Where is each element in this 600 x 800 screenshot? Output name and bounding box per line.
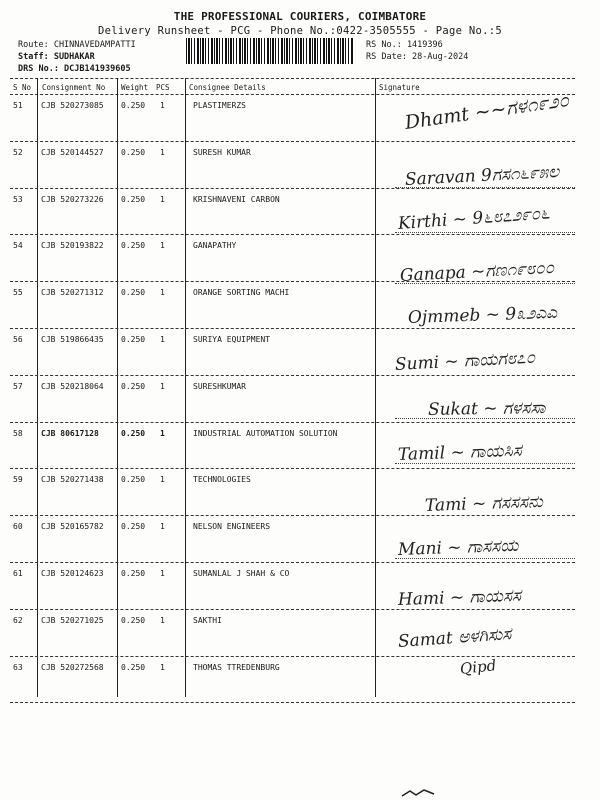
row-serial-number: 59 bbox=[13, 475, 23, 485]
table-top-border bbox=[10, 78, 575, 79]
handwritten-signature: Ojmmeb ~ 9೩೨ಎಎ bbox=[407, 302, 558, 328]
row-divider bbox=[10, 468, 575, 469]
handwritten-signature: Kirthi ~ 9೬೮೭೨೯೦೬ bbox=[397, 203, 551, 234]
signature-underline bbox=[395, 463, 575, 464]
row-consignee: TECHNOLOGIES bbox=[193, 475, 251, 485]
col-header-signature: Signature bbox=[379, 83, 420, 92]
row-serial-number: 56 bbox=[13, 335, 23, 344]
handwritten-signature: Ganapa ~ಗಣ೧೯೮೦೦ bbox=[399, 257, 555, 286]
row-consignee: SAKTHI bbox=[193, 615, 222, 625]
row-pieces: 1 bbox=[160, 569, 165, 578]
row-consignment-number: CJB 520273226 bbox=[41, 194, 104, 204]
handwritten-signature: Mani ~ ಗಾಸಸಯ bbox=[397, 535, 519, 560]
column-divider bbox=[117, 78, 118, 697]
barcode-image bbox=[186, 38, 354, 64]
row-divider bbox=[10, 702, 575, 703]
row-divider bbox=[10, 375, 575, 376]
row-pieces: 1 bbox=[160, 147, 165, 157]
row-weight: 0.250 bbox=[121, 381, 146, 391]
signature-underline bbox=[395, 283, 575, 284]
row-weight: 0.250 bbox=[121, 241, 146, 251]
handwritten-signature: Hami ~ ಗಾಯಸಸ bbox=[397, 585, 522, 610]
handwritten-signature: Tami ~ ಗಸಸಸನು bbox=[424, 491, 544, 516]
row-serial-number: 62 bbox=[13, 615, 23, 625]
row-serial-number: 63 bbox=[13, 662, 23, 672]
row-consignee: GANAPATHY bbox=[193, 241, 237, 251]
row-serial-number: 55 bbox=[13, 288, 23, 298]
company-title: THE PROFESSIONAL COURIERS, COIMBATORE bbox=[173, 10, 427, 23]
row-divider bbox=[10, 141, 575, 142]
row-pieces: 1 bbox=[160, 662, 165, 672]
row-weight: 0.250 bbox=[121, 428, 146, 438]
row-consignee: PLASTIMERZS bbox=[193, 101, 246, 110]
row-consignee: KRISHNAVENI CARBON bbox=[193, 194, 280, 204]
signature-underline bbox=[395, 232, 575, 233]
handwritten-signature: Tamil ~ ಗಾಯಸಿಸ bbox=[397, 440, 522, 465]
handwritten-signature: Saravan 9ಗಸ೧೬೯೫ಲ bbox=[404, 161, 560, 190]
row-pieces: 1 bbox=[160, 615, 165, 625]
col-header-sno: S No bbox=[13, 83, 32, 92]
row-consignment-number: CJB 520218064 bbox=[41, 381, 104, 391]
row-divider bbox=[10, 234, 575, 235]
row-weight: 0.250 bbox=[121, 522, 146, 532]
col-header-pcs: PCS bbox=[156, 83, 170, 92]
row-consignee: ORANGE SORTING MACHI bbox=[193, 288, 290, 298]
row-consignment-number: CJB 520272568 bbox=[41, 662, 104, 672]
row-serial-number: 52 bbox=[13, 147, 23, 157]
row-weight: 0.250 bbox=[121, 288, 146, 298]
column-divider bbox=[37, 78, 38, 697]
row-consignment-number: CJB 519866435 bbox=[41, 335, 104, 344]
signature-underline bbox=[395, 418, 575, 419]
row-consignee: INDUSTRIAL AUTOMATION SOLUTION bbox=[193, 428, 338, 438]
handwritten-signature: Sukat ~ ಗಳಸಸಾ bbox=[427, 397, 546, 420]
row-consignment-number: CJB 520271025 bbox=[41, 615, 104, 625]
row-consignment-number: CJB 520271312 bbox=[41, 288, 104, 298]
handwritten-signature: Dhamt ~~ಗಳ೧೯೨೦ bbox=[403, 89, 571, 134]
row-pieces: 1 bbox=[160, 522, 165, 532]
row-pieces: 1 bbox=[160, 194, 165, 204]
row-pieces: 1 bbox=[160, 101, 165, 110]
signature-underline bbox=[395, 187, 575, 188]
rs-date: RS Date: 28-Aug-2024 bbox=[366, 52, 469, 62]
drs-number: DRS No.: DCJB141939605 bbox=[18, 64, 131, 74]
rs-number: RS No.: 1419396 bbox=[366, 40, 443, 50]
column-divider bbox=[375, 78, 376, 697]
row-weight: 0.250 bbox=[121, 194, 146, 204]
runsheet-subtitle: Delivery Runsheet - PCG - Phone No.:0422-3505555 - Page No.:5 bbox=[98, 25, 502, 37]
row-weight: 0.250 bbox=[121, 569, 146, 578]
row-consignee: SURESH KUMAR bbox=[193, 147, 251, 157]
row-serial-number: 58 bbox=[13, 428, 23, 438]
row-consignee: SURIYA EQUIPMENT bbox=[193, 335, 271, 344]
row-weight: 0.250 bbox=[121, 335, 146, 344]
row-consignment-number: CJB 520271438 bbox=[41, 475, 104, 485]
row-consignment-number: CJB 520144527 bbox=[41, 147, 104, 157]
row-serial-number: 54 bbox=[13, 241, 23, 251]
row-serial-number: 57 bbox=[13, 381, 23, 391]
row-weight: 0.250 bbox=[121, 615, 146, 625]
row-pieces: 1 bbox=[160, 428, 165, 438]
row-consignee: NELSON ENGINEERS bbox=[193, 522, 271, 532]
row-divider bbox=[10, 328, 575, 329]
row-consignee: THOMAS TTREDENBURG bbox=[193, 662, 280, 672]
row-pieces: 1 bbox=[160, 475, 165, 485]
row-pieces: 1 bbox=[160, 335, 165, 344]
row-divider bbox=[10, 609, 575, 610]
row-consignment-number: CJB 520273085 bbox=[41, 101, 104, 110]
row-pieces: 1 bbox=[160, 381, 165, 391]
handwritten-signature: Qipd bbox=[459, 656, 498, 678]
row-consignment-number: CJB 520124623 bbox=[41, 569, 104, 578]
col-header-weight: Weight bbox=[121, 83, 149, 92]
pen-stroke-mark bbox=[400, 788, 440, 798]
row-serial-number: 60 bbox=[13, 522, 23, 532]
row-consignment-number: CJB 520193822 bbox=[41, 241, 104, 251]
row-serial-number: 61 bbox=[13, 569, 23, 578]
row-consignee: SURESHKUMAR bbox=[193, 381, 246, 391]
row-divider bbox=[10, 422, 575, 423]
row-divider bbox=[10, 562, 575, 563]
row-weight: 0.250 bbox=[121, 662, 146, 672]
row-weight: 0.250 bbox=[121, 475, 146, 485]
handwritten-signature: Samat ಅಳಗಿಸುಸ bbox=[397, 624, 512, 652]
row-serial-number: 53 bbox=[13, 194, 23, 204]
row-weight: 0.250 bbox=[121, 101, 146, 110]
col-header-consignment: Consignment No bbox=[42, 83, 106, 92]
row-consignee: SUMANLAL J SHAH & CO bbox=[193, 569, 290, 578]
route-label: Route: CHINNAVEDAMPATTI bbox=[18, 40, 136, 50]
row-divider bbox=[10, 515, 575, 516]
row-weight: 0.250 bbox=[121, 147, 146, 157]
row-consignment-number: CJB 520165782 bbox=[41, 522, 104, 532]
signature-underline bbox=[395, 558, 575, 559]
row-pieces: 1 bbox=[160, 241, 165, 251]
row-pieces: 1 bbox=[160, 288, 165, 298]
row-serial-number: 51 bbox=[13, 101, 23, 110]
handwritten-signature: Sumi ~ ಗಾಯಗ೮೭೦ bbox=[394, 347, 536, 375]
header-bottom-border bbox=[10, 94, 575, 95]
staff-label: Staff: SUDHAKAR bbox=[18, 52, 95, 62]
col-header-consignee: Consignee Details bbox=[189, 83, 266, 92]
row-consignment-number: CJB 80617128 bbox=[41, 428, 99, 438]
column-divider bbox=[185, 78, 186, 697]
